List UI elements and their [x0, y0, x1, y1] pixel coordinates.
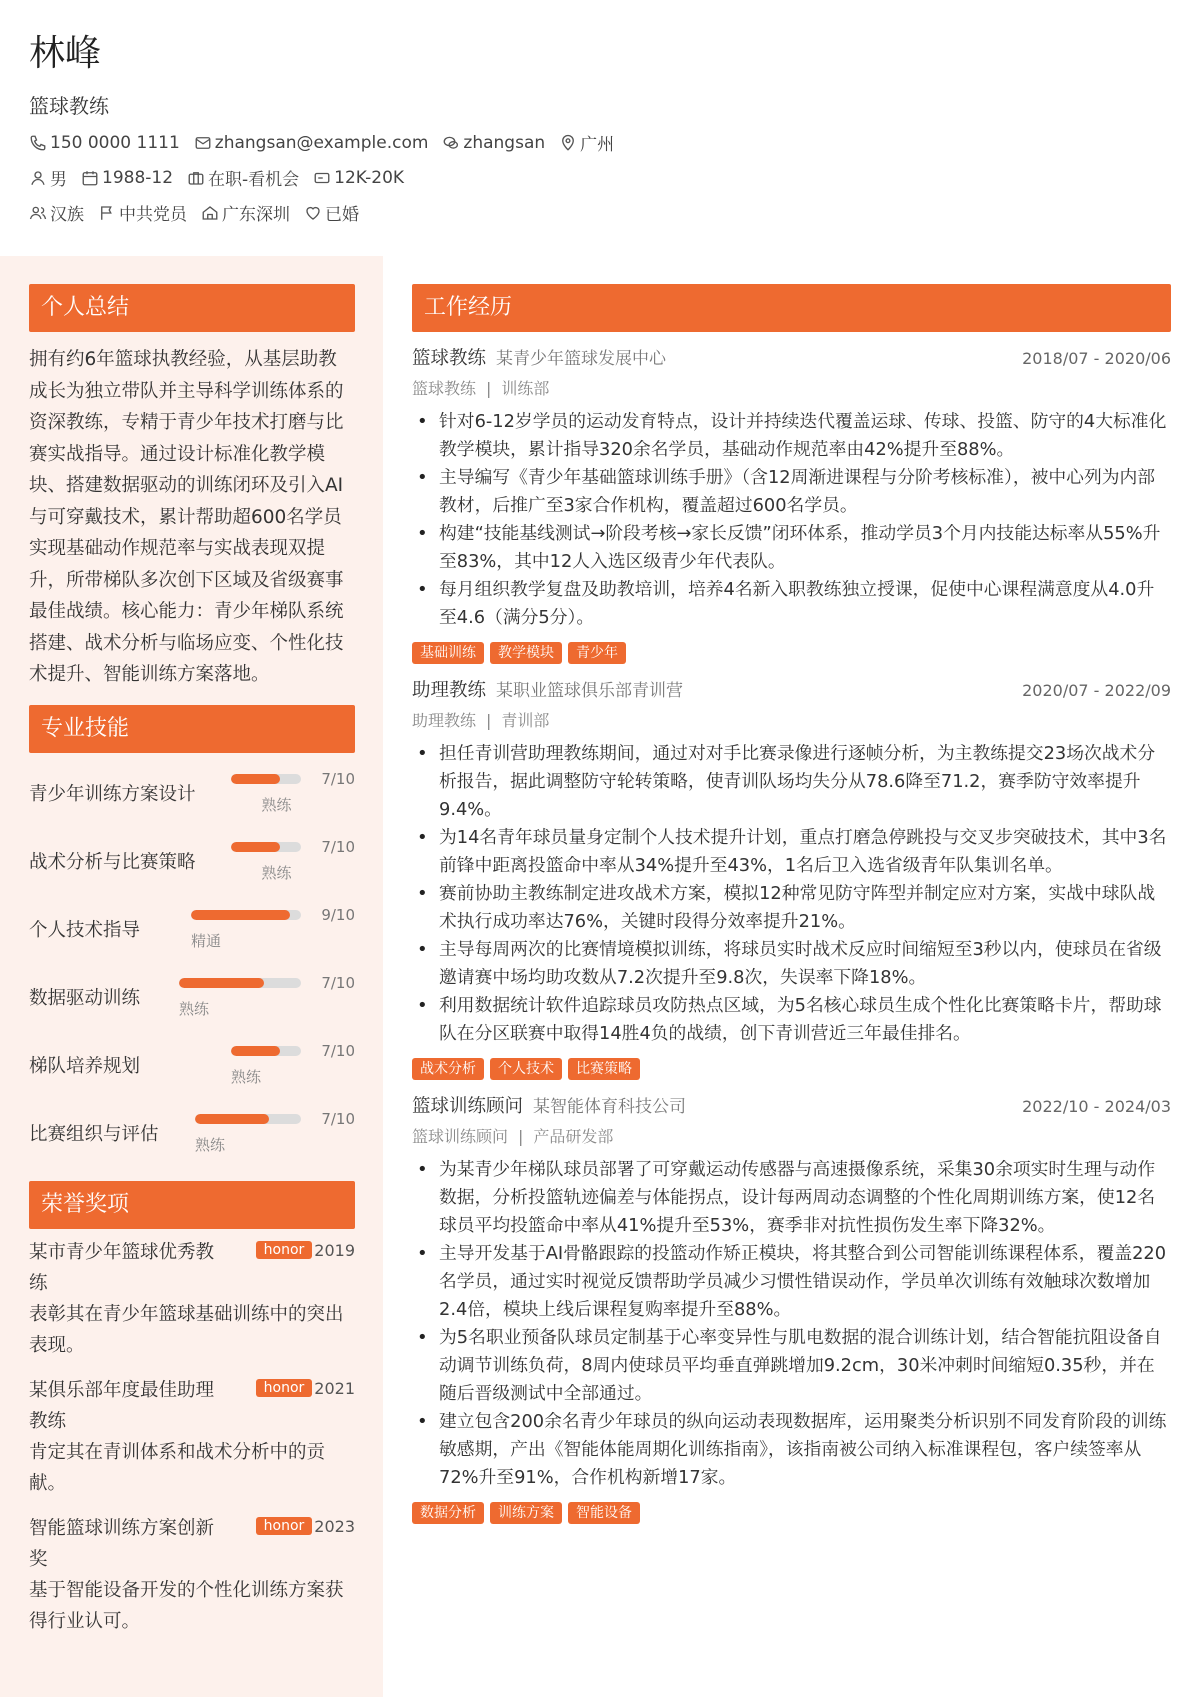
honor-year: 2019 [314, 1240, 355, 1260]
skill-bar-fill [231, 842, 280, 852]
info-hometown: 广东深圳 [201, 200, 290, 225]
job-position: 篮球教练 [412, 379, 477, 398]
honor-header [29, 1375, 355, 1437]
job-date-range: 2018/07 - 2020/06 [1022, 349, 1171, 368]
skill-level: 精通 [191, 932, 222, 950]
job-position: 助理教练 [412, 711, 477, 730]
people-icon [29, 204, 47, 222]
job-header [412, 1092, 1171, 1122]
summary-text: 拥有约6年篮球执教经验，从基层助教成长为独立带队并主导科学训练体系的资深教练，专精于青少年技术打磨与比赛实战指导。通过设计标准化教学模块、搭建数据驱动的训练闭环及引入AI与可穿戴技术，累计帮助超600名学员实现基础动作规范率与实战表现双提升，所带梯队多次创下区域及省级赛事最佳战绩。核心能力：青少年梯队系统搭建、战术分析与临场应变、个性化技术提升、智能训练方案落地。 [29, 349, 344, 685]
separator: | [486, 379, 492, 398]
job-bullet: • 担任青训营助理教练期间，通过对对手比赛录像进行逐帧分析，为主教练提交23场次战术分析报告，据此调整防守轮转策略，使青训队场均失分从78.6降至71.2，赛季防守效率提升9.4%。 [412, 740, 1171, 824]
info-phone[interactable]: 150 0000 1111 [29, 133, 180, 153]
skill-score: 9/10 [321, 906, 355, 924]
skill-item [29, 895, 355, 963]
info-wechat: zhangsan [442, 133, 545, 153]
skills-list [29, 759, 355, 1167]
info-birth: 1988-12 [81, 168, 173, 188]
job-tag: 智能设备 [568, 1502, 640, 1524]
job-bullet: • 为5名职业预备队球员定制基于心率变异性与肌电数据的混合训练计划，结合智能抗阻设备自动调节训练负荷，8周内使球员平均垂直弹跳增加9.2cm，30米冲刺时间缩短0.35秒，并在随后晋级测试中全部通过。 [412, 1324, 1171, 1408]
honor-meta [256, 1241, 355, 1260]
job-tag: 基础训练 [412, 642, 484, 664]
job-tag: 战术分析 [412, 1058, 484, 1080]
home-icon [201, 204, 219, 222]
honor-header [29, 1513, 355, 1575]
skill-score: 7/10 [321, 838, 355, 856]
job-bullet: • 利用数据统计软件追踪球员攻防热点区域，为5名核心球员生成个性化比赛策略卡片，帮助球队在分区联赛中取得14胜4负的战绩，创下青训营近三年最佳排名。 [412, 992, 1171, 1048]
honors-section [29, 1181, 355, 1637]
skill-bar [231, 1046, 301, 1056]
honor-badge: honor [256, 1379, 313, 1397]
info-row-personal [29, 165, 1200, 190]
job-position-line [412, 706, 1171, 736]
info-party: 中共党员 [98, 200, 187, 225]
skill-name: 青少年训练方案设计 [29, 783, 196, 805]
info-status: 在职-看机会 [187, 165, 299, 190]
phone-icon [29, 134, 47, 152]
job-tags [412, 1502, 1171, 1524]
skill-name: 比赛组织与评估 [29, 1123, 159, 1145]
skill-name: 个人技术指导 [29, 919, 141, 941]
skill-bar-row [165, 1042, 355, 1060]
honor-badge: honor [256, 1241, 313, 1259]
skill-meter [165, 906, 355, 951]
job-company: 某智能体育科技公司 [533, 1097, 687, 1117]
skill-level: 熟练 [195, 1136, 226, 1154]
job-company: 某职业篮球俱乐部青训营 [496, 681, 684, 701]
job-company: 某青少年篮球发展中心 [496, 349, 667, 369]
honor-name: 某俱乐部年度最佳助理教练 [29, 1379, 215, 1432]
candidate-title: 篮球教练 [29, 94, 109, 118]
job-tag: 训练方案 [490, 1502, 562, 1524]
skill-level: 熟练 [179, 1000, 210, 1018]
job-role: 篮球教练 [412, 348, 487, 369]
skill-bar-fill [191, 910, 290, 920]
job-bullet: • 构建“技能基线测试→阶段考核→家长反馈”闭环体系，推动学员3个月内技能达标率从55%升至83%，其中12人入选区级青少年代表队。 [412, 520, 1171, 576]
job-bullet: • 为14名青年球员量身定制个人技术提升计划，重点打磨急停跳投与交叉步突破技术，其中3名前锋中距离投篮命中率从34%提升至43%，1名后卫入选省级青年队集训名单。 [412, 824, 1171, 880]
info-gender: 男 [29, 165, 67, 190]
summary-section [29, 284, 355, 691]
skill-item [29, 963, 355, 1031]
job-entry [412, 1092, 1171, 1524]
mail-icon [194, 134, 212, 152]
job-header [412, 344, 1171, 374]
job-tag: 教学模块 [490, 642, 562, 664]
main-content [383, 256, 1200, 1697]
location-icon [559, 134, 577, 152]
job-bullets [412, 408, 1171, 632]
honor-meta [256, 1517, 355, 1536]
info-marital: 已婚 [304, 200, 359, 225]
job-position: 篮球训练顾问 [412, 1127, 509, 1146]
skill-meter [165, 974, 355, 1019]
heart-icon [304, 204, 322, 222]
job-date-range: 2020/07 - 2022/09 [1022, 681, 1171, 700]
job-entry [412, 344, 1171, 664]
skill-bar [195, 1114, 301, 1124]
briefcase-icon [187, 169, 205, 187]
skill-name: 战术分析与比赛策略 [29, 851, 196, 873]
work-heading: 工作经历 [412, 284, 1171, 332]
job-tag: 数据分析 [412, 1502, 484, 1524]
job-position-line [412, 374, 1171, 404]
job-bullet: • 针对6-12岁学员的运动发育特点，设计并持续迭代覆盖运球、传球、投篮、防守的4大标准化教学模块，累计指导320余名学员，基础动作规范率由42%提升至88%。 [412, 408, 1171, 464]
skill-bar-row [196, 770, 355, 788]
job-bullet: • 每月组织教学复盘及助教培训，培养4名新入职教练独立授课，促使中心课程满意度从4.0升至4.6（满分5分）。 [412, 576, 1171, 632]
person-icon [29, 169, 47, 187]
honor-item [29, 1513, 355, 1637]
skill-item [29, 827, 355, 895]
skill-bar [191, 910, 301, 920]
honor-name: 智能篮球训练方案创新奖 [29, 1517, 215, 1570]
skill-bar-row [165, 906, 355, 924]
job-bullet: • 建立包含200余名青少年球员的纵向运动表现数据库，运用聚类分析识别不同发育阶段的训练敏感期，产出《智能体能周期化训练指南》，该指南被公司纳入标准课程包，客户续签率从72%升至91%，合作机构新增17家。 [412, 1408, 1171, 1492]
honor-description: 基于智能设备开发的个性化训练方案获得行业认可。 [29, 1579, 344, 1632]
info-email[interactable]: zhangsan@example.com [194, 133, 429, 153]
info-city: 广州 [559, 130, 614, 155]
info-row-background [29, 200, 1200, 225]
job-role: 助理教练 [412, 680, 487, 701]
skill-level: 熟练 [231, 1068, 262, 1086]
job-bullet: • 主导编写《青少年基础篮球训练手册》（含12周渐进课程与分阶考核标准），被中心列为内部教材，后推广至3家合作机构，覆盖超过600名学员。 [412, 464, 1171, 520]
honor-year: 2023 [314, 1516, 355, 1536]
skill-bar-fill [179, 978, 264, 988]
honor-year: 2021 [314, 1378, 355, 1398]
job-position-line [412, 1122, 1171, 1152]
skill-bar-fill [231, 1046, 280, 1056]
skill-score: 7/10 [321, 974, 355, 992]
job-tag: 个人技术 [490, 1058, 562, 1080]
honor-item [29, 1375, 355, 1499]
skill-bar-fill [195, 1114, 269, 1124]
skill-bar [231, 774, 301, 784]
honor-description: 表彰其在青少年篮球基础训练中的突出表现。 [29, 1303, 344, 1356]
skill-bar-row [165, 974, 355, 992]
honors-heading: 荣誉奖项 [29, 1181, 355, 1229]
skill-bar [231, 842, 301, 852]
skill-bar [179, 978, 301, 988]
skill-level: 熟练 [261, 864, 292, 882]
honors-list [29, 1237, 355, 1637]
job-bullet: • 主导每周两次的比赛情境模拟训练，将球员实时战术反应时间缩短至3秒以内，使球员在省级邀请赛中场均助攻数从7.2次提升至9.8次，失误率下降18%。 [412, 936, 1171, 992]
honor-item [29, 1237, 355, 1361]
skills-heading: 专业技能 [29, 705, 355, 753]
skill-meter [165, 1042, 355, 1087]
skill-score: 7/10 [321, 1110, 355, 1128]
info-ethnicity: 汉族 [29, 200, 84, 225]
skill-bar-row [165, 1110, 355, 1128]
job-bullet: • 为某青少年梯队球员部署了可穿戴运动传感器与高速摄像系统，采集30余项实时生理与动作数据，分析投篮轨迹偏差与体能拐点，设计每两周动态调整的个性化周期训练方案，使12名球员平均投篮命中率从41%提升至53%，赛季非对抗性损伤发生率下降32%。 [412, 1156, 1171, 1240]
job-department: 青训部 [501, 711, 550, 730]
skill-score: 7/10 [321, 1042, 355, 1060]
job-bullet: • 赛前协助主教练制定进攻战术方案，模拟12种常见防守阵型并制定应对方案，实战中球队战术执行成功率达76%，关键时段得分效率提升21%。 [412, 880, 1171, 936]
job-bullets [412, 1156, 1171, 1492]
job-bullet: • 主导开发基于AI骨骼跟踪的投篮动作矫正模块，将其整合到公司智能训练课程体系，覆盖220名学员，通过实时视觉反馈帮助学员减少习惯性错误动作，学员单次训练有效触球次数增加2.4倍，模块上线后课程复购率提升至88%。 [412, 1240, 1171, 1324]
skill-name: 梯队培养规划 [29, 1055, 141, 1077]
work-section [412, 284, 1171, 1524]
separator: | [518, 1127, 524, 1146]
candidate-name: 林峰 [29, 33, 102, 74]
job-tag: 比赛策略 [568, 1058, 640, 1080]
honor-meta [256, 1379, 355, 1398]
skill-meter [165, 1110, 355, 1155]
skill-level: 熟练 [261, 796, 292, 814]
separator: | [486, 711, 492, 730]
skills-section [29, 705, 355, 1167]
flag-icon [98, 204, 116, 222]
info-row-contact [29, 130, 1200, 155]
jobs-list [412, 344, 1171, 1524]
job-department: 产品研发部 [533, 1127, 614, 1146]
job-header [412, 676, 1171, 706]
job-entry [412, 676, 1171, 1080]
skill-bar-row [196, 838, 355, 856]
honor-name: 某市青少年篮球优秀教练 [29, 1241, 215, 1294]
skill-meter [196, 838, 355, 883]
job-department: 训练部 [501, 379, 550, 398]
skill-bar-fill [231, 774, 280, 784]
wallet-icon [313, 169, 331, 187]
skill-item [29, 1031, 355, 1099]
job-role: 篮球训练顾问 [412, 1096, 524, 1117]
honor-badge: honor [256, 1517, 313, 1535]
job-tags [412, 1058, 1171, 1080]
skill-item [29, 759, 355, 827]
sidebar [0, 256, 383, 1697]
skill-score: 7/10 [321, 770, 355, 788]
job-date-range: 2022/10 - 2024/03 [1022, 1097, 1171, 1116]
job-tag: 青少年 [568, 642, 626, 664]
contact-info [29, 130, 1200, 225]
skill-meter [196, 770, 355, 815]
skill-item [29, 1099, 355, 1167]
calendar-icon [81, 169, 99, 187]
resume-header [0, 0, 1200, 256]
job-tags [412, 642, 1171, 664]
job-bullets [412, 740, 1171, 1048]
info-salary: 12K-20K [313, 168, 404, 188]
skill-name: 数据驱动训练 [29, 987, 141, 1009]
honor-header [29, 1237, 355, 1299]
honor-description: 肯定其在青训体系和战术分析中的贡献。 [29, 1441, 326, 1494]
summary-heading: 个人总结 [29, 284, 355, 332]
wechat-icon [442, 134, 460, 152]
